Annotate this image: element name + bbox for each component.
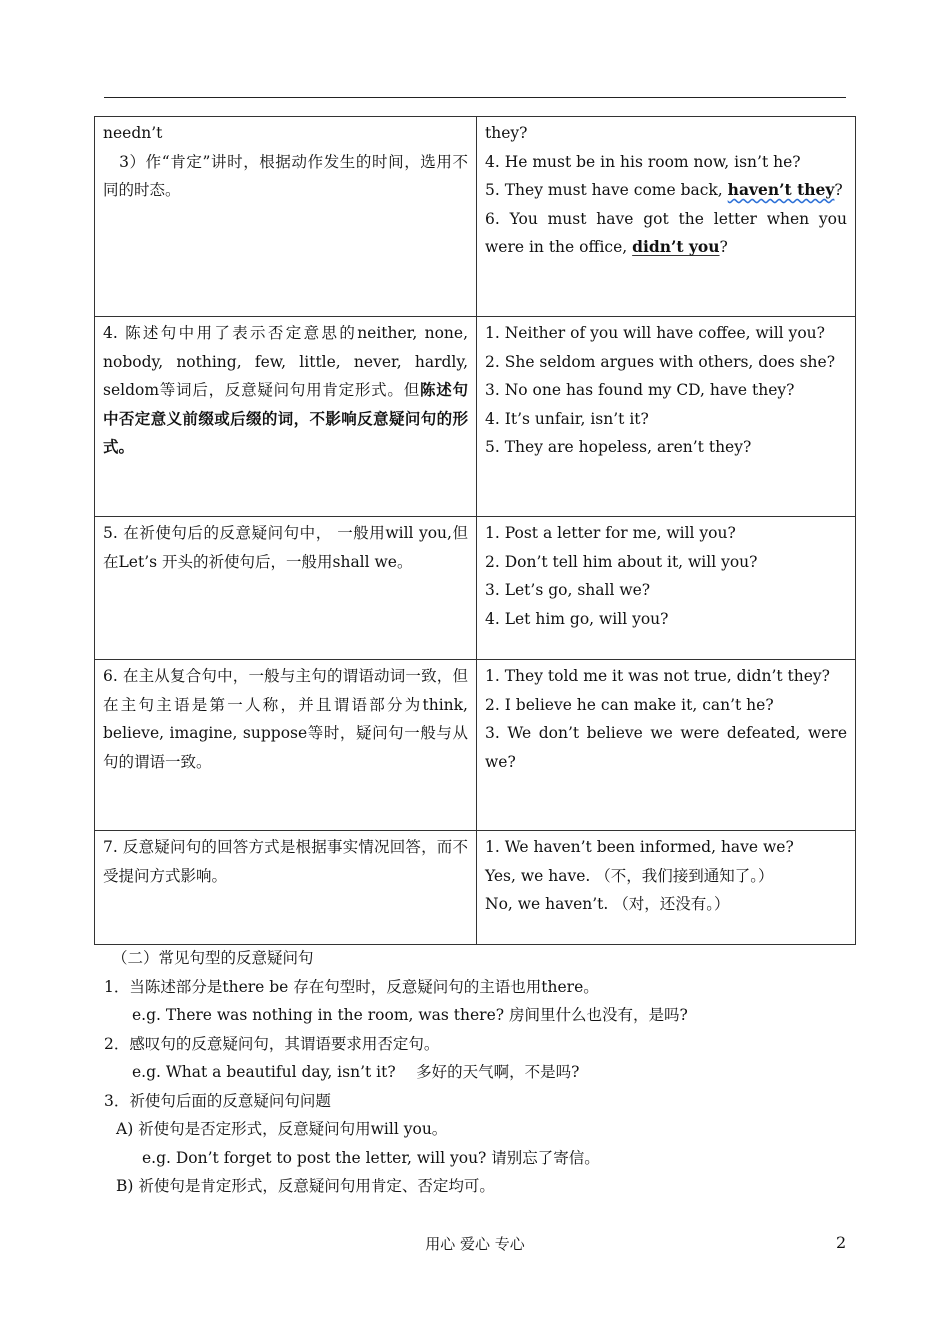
example-line: 3. We don’t believe we were defeated, were we? xyxy=(485,724,847,771)
rule-cell xyxy=(95,517,477,660)
paragraph: 3．祈使句后面的反意疑问句问题 xyxy=(104,1091,331,1110)
example-line: 5. They are hopeless, aren’t they? xyxy=(485,438,752,456)
rule-cell xyxy=(95,317,477,517)
example-line: 2. She seldom argues with others, does she? xyxy=(485,352,836,371)
example-sentence: e.g. What a beautiful day, isn’t it? 多好的天气啊，不是吗? xyxy=(132,1063,580,1081)
rule-cell xyxy=(95,660,477,831)
example-cell xyxy=(477,517,856,660)
example-line: they? xyxy=(485,124,528,142)
highlighted-tag: didn’t you xyxy=(632,237,720,256)
example-line: 4. It’s unfair, isn’t it? xyxy=(485,409,649,428)
grammar-table xyxy=(94,116,856,945)
rule-text: 5. 在祈使句后的反意疑问句中， 一般用will you,但在Let’s 开头的祈使句后，一般用shall we。 xyxy=(103,524,468,571)
table-row xyxy=(95,831,856,945)
example-cell xyxy=(477,317,856,517)
example-cell xyxy=(477,831,856,945)
example-line: 1. Post a letter for me, will you? xyxy=(485,524,736,542)
example-sentence: e.g. Don’t forget to post the letter, will you? 请别忘了寄信。 xyxy=(142,1148,600,1167)
example-sentence: e.g. There was nothing in the room, was there? 房间里什么也没有，是吗? xyxy=(132,1006,688,1024)
rule-text: 3）作“肯定”讲时，根据动作发生的时间，选用不同的时态。 xyxy=(103,152,468,199)
paragraph: 1．当陈述部分是there be 存在句型时，反意疑问句的主语也用there。 xyxy=(104,977,599,996)
section-heading: （二）常见句型的反意疑问句 xyxy=(112,949,314,967)
rule-text: 4. 陈述句中用了表示否定意思的neither, none, nobody, nothing, few, little, never, hardly, seldom等词后，反意疑问句用肯定形式。但 xyxy=(103,324,468,399)
highlighted-tag: haven’t they xyxy=(727,180,835,199)
header-rule xyxy=(104,97,846,98)
example-line: No, we haven’t. （对，还没有。） xyxy=(485,895,730,913)
rule-text: 7. 反意疑问句的回答方式是根据事实情况回答，而不受提问方式影响。 xyxy=(103,838,468,885)
table-row xyxy=(95,517,856,660)
body-text xyxy=(104,944,846,1201)
table-row xyxy=(95,660,856,831)
sub-paragraph: B) 祈使句是肯定形式，反意疑问句用肯定、否定均可。 xyxy=(116,1177,495,1195)
rule-text: needn’t xyxy=(103,124,163,142)
example-line: 3. No one has found my CD, have they? xyxy=(485,381,795,399)
example-cell xyxy=(477,660,856,831)
rule-cell xyxy=(95,831,477,945)
rule-text: 6. 在主从复合句中，一般与主句的谓语动词一致，但在主句主语是第一人称，并且谓语部分为think, believe, imagine, suppose等时，疑问句一般与从句的谓语一致。 xyxy=(103,667,468,771)
example-cell xyxy=(477,117,856,317)
example-line: 5. They must have come back, haven’t they? xyxy=(485,180,843,199)
example-line: 4. He must be in his room now, isn’t he? xyxy=(485,152,801,171)
example-line: 1. Neither of you will have coffee, will you? xyxy=(485,324,825,342)
page-number: 2 xyxy=(836,1233,847,1252)
sub-paragraph: A) 祈使句是否定形式，反意疑问句用will you。 xyxy=(116,1120,448,1138)
paragraph: 2．感叹句的反意疑问句，其谓语要求用否定句。 xyxy=(104,1034,440,1053)
table-row xyxy=(95,117,856,317)
rule-emphasis: 陈述句中否定意义前缀或后缀的词，不影响反意疑问句的形式。 xyxy=(103,380,468,456)
example-line: 6. You must have got the letter when you were in the office, didn’t you? xyxy=(485,209,847,256)
example-line: 1. We haven’t been informed, have we? xyxy=(485,838,794,856)
example-line: 2. Don’t tell him about it, will you? xyxy=(485,552,758,571)
example-line: 1. They told me it was not true, didn’t they? xyxy=(485,667,830,685)
table-row xyxy=(95,317,856,517)
example-line: 2. I believe he can make it, can’t he? xyxy=(485,695,774,714)
footer-motto: 用心 爱心 专心 xyxy=(425,1235,525,1253)
example-line: 4. Let him go, will you? xyxy=(485,609,669,628)
rule-cell xyxy=(95,117,477,317)
example-line: Yes, we have. （不，我们接到通知了。） xyxy=(485,866,774,885)
example-line: 3. Let’s go, shall we? xyxy=(485,581,651,599)
